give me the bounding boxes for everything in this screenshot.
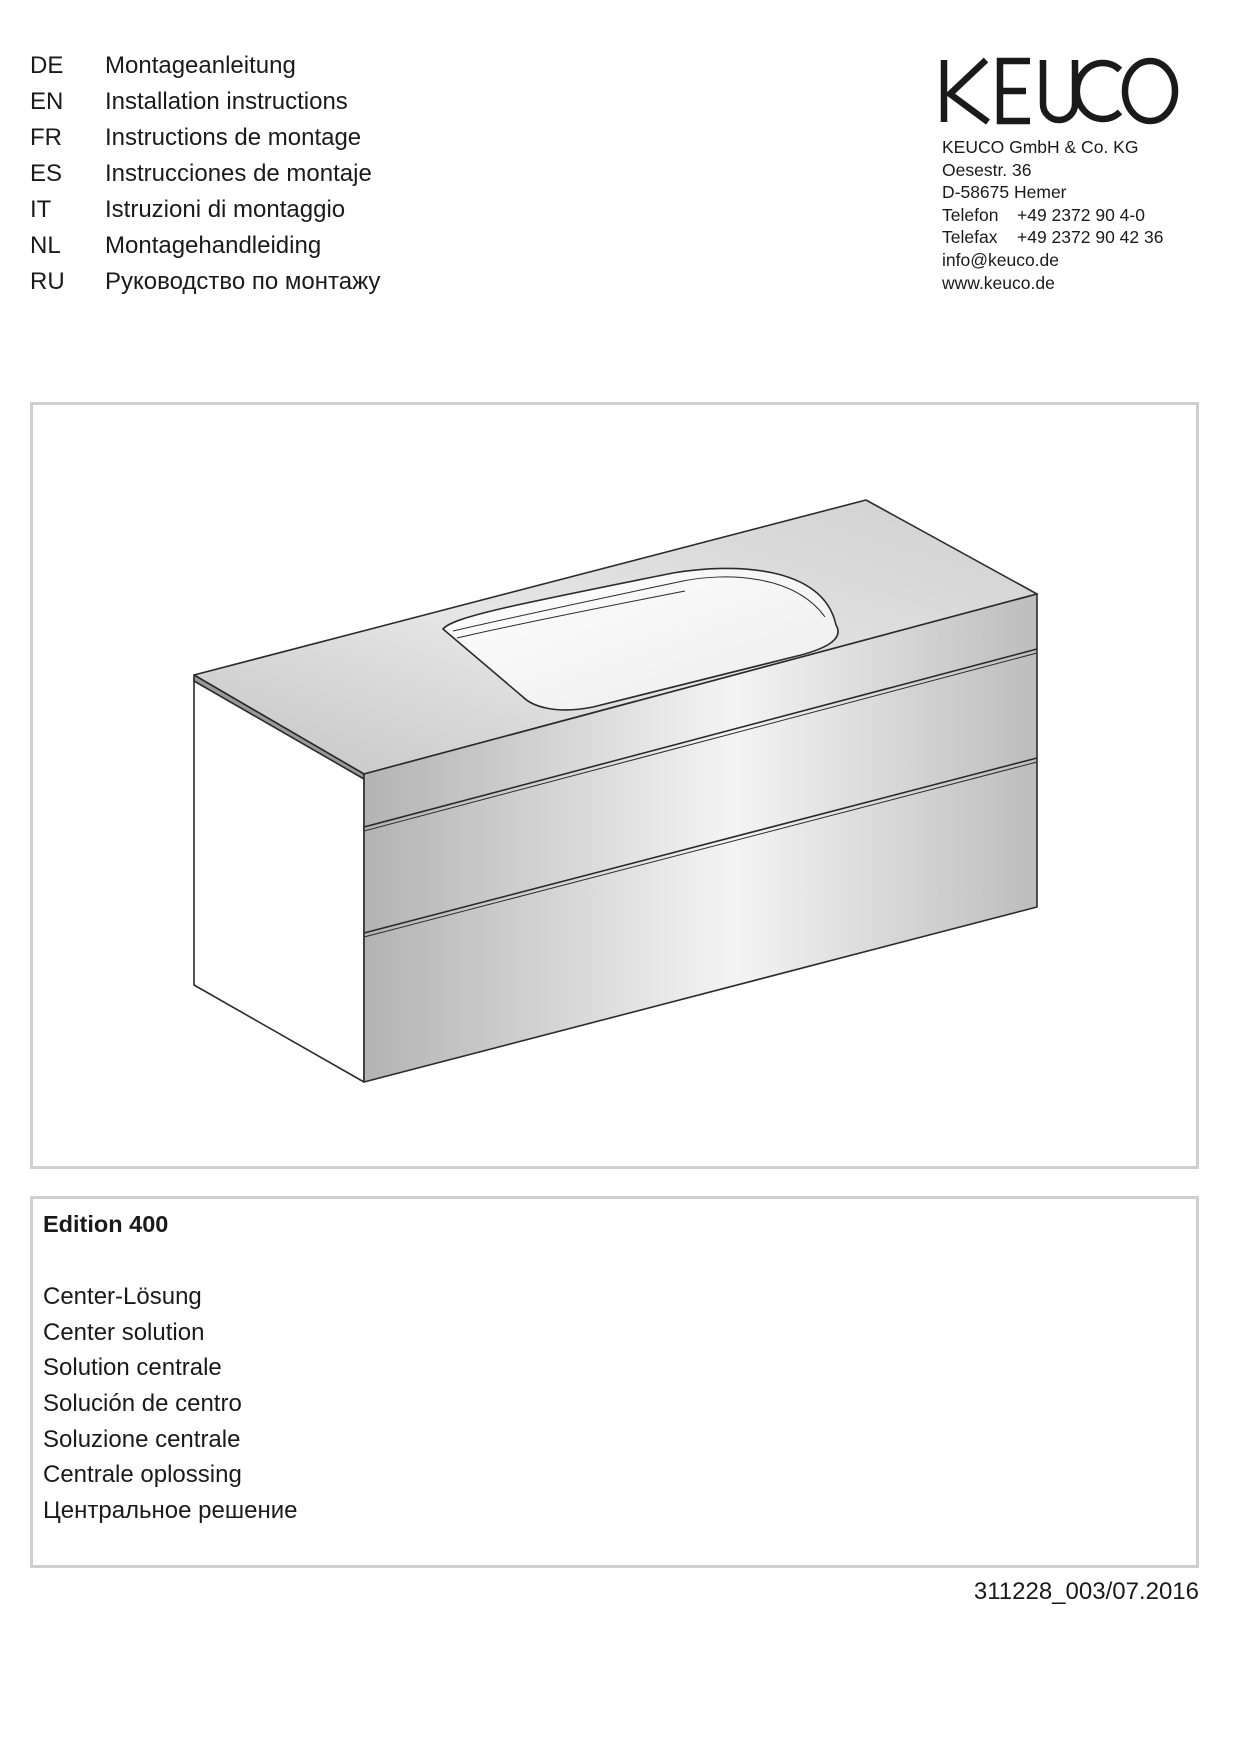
language-code: IT	[30, 196, 52, 223]
language-title: Istruzioni di montaggio	[105, 196, 346, 223]
language-code: RU	[30, 268, 65, 295]
email-link[interactable]: info@keuco.de	[942, 249, 1060, 270]
language-code: EN	[30, 88, 64, 115]
language-title: Руководство по монтажу	[105, 268, 381, 295]
language-title: Instructions de montage	[105, 124, 362, 151]
language-row-ru	[30, 264, 380, 300]
language-code: NL	[30, 232, 61, 259]
variant-it: Soluzione centrale	[43, 1425, 241, 1453]
language-row-en	[30, 84, 380, 120]
language-code: ES	[30, 160, 63, 187]
variant-fr: Solution centrale	[43, 1354, 222, 1382]
language-title: Montagehandleiding	[105, 232, 322, 259]
language-list	[30, 48, 380, 300]
product-name: Edition 400	[43, 1211, 169, 1237]
fax-label: Telefax	[942, 227, 998, 248]
city: D-58675 Hemer	[942, 182, 1067, 203]
language-code: FR	[30, 124, 62, 151]
document-number: 311228_003/07.2016	[973, 1578, 1199, 1605]
variant-de: Center-Lösung	[43, 1283, 202, 1310]
vanity-unit-illustration	[33, 405, 1196, 1166]
language-row-fr	[30, 120, 380, 156]
language-title: Installation instructions	[105, 88, 348, 115]
language-title: Instrucciones de montaje	[105, 160, 372, 187]
product-illustration-frame	[30, 402, 1199, 1169]
company-name: KEUCO GmbH & Co. KG	[942, 137, 1139, 157]
fax-number: +49 2372 90 42 36	[1017, 227, 1164, 248]
variant-es: Solución de centro	[43, 1390, 242, 1418]
company-address	[942, 136, 1163, 294]
phone-row	[942, 204, 1163, 227]
language-code: DE	[30, 52, 64, 79]
language-row-de	[30, 48, 380, 84]
keuco-logo	[940, 52, 1180, 130]
street: Oesestr. 36	[942, 159, 1032, 180]
website-link[interactable]: www.keuco.de	[942, 272, 1055, 293]
phone-label: Telefon	[942, 204, 999, 225]
variant-nl: Centrale oplossing	[43, 1461, 242, 1489]
language-title: Montageanleitung	[105, 52, 296, 79]
variant-en: Center solution	[43, 1318, 205, 1346]
language-row-nl	[30, 228, 380, 264]
fax-row	[942, 226, 1163, 249]
variant-list	[43, 1279, 297, 1529]
language-row-es	[30, 156, 380, 192]
variant-ru: Центральное решение	[43, 1497, 298, 1525]
language-row-it	[30, 192, 380, 228]
phone-number: +49 2372 90 4-0	[1017, 204, 1145, 225]
product-title-frame	[30, 1196, 1199, 1568]
